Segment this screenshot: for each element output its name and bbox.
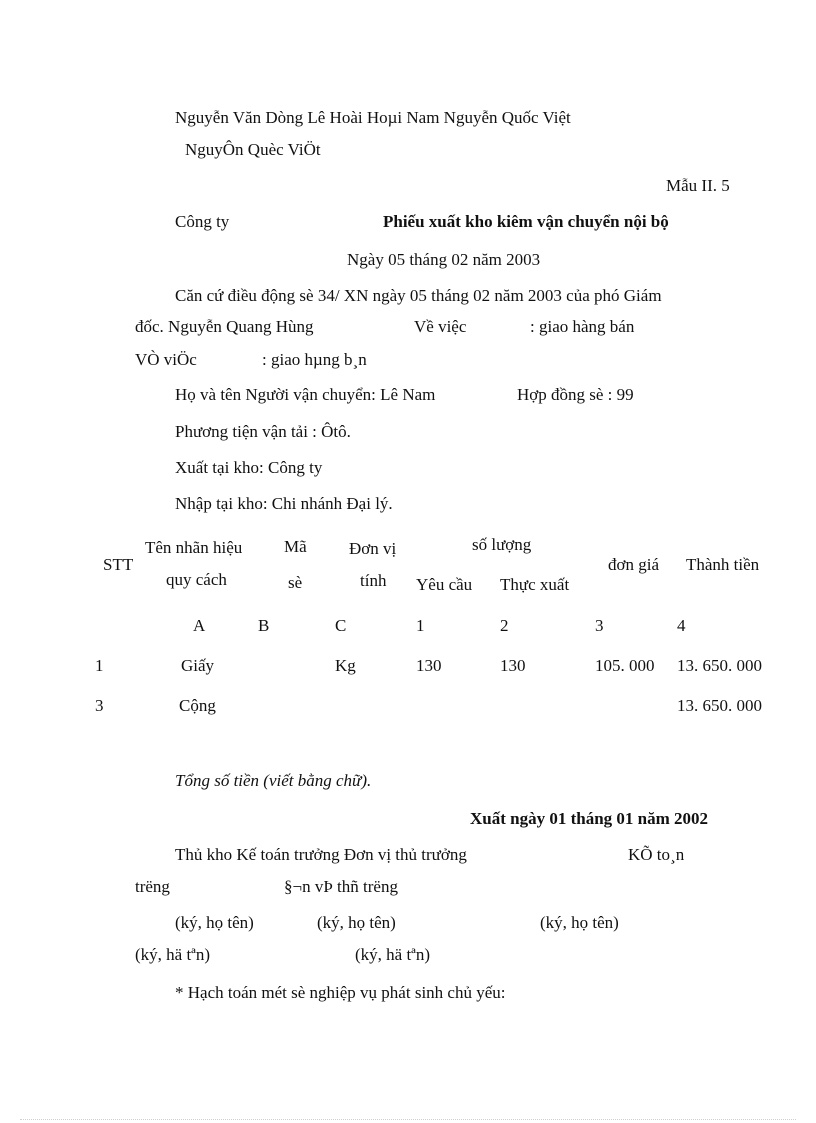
company-label: Công ty: [175, 212, 230, 231]
basis-line3-a: VÒ viÖc: [135, 350, 197, 369]
receive-warehouse: Nhập tại kho: Chi nhánh Đại lý.: [175, 494, 393, 513]
col-header-qty: số lượng: [472, 535, 532, 554]
table-cell-amount: 13. 650. 000: [677, 656, 762, 675]
col-header-qty-required: Yêu cầu: [416, 575, 473, 594]
page-bottom-divider: [20, 1119, 796, 1120]
carrier-name: Họ và tên Người vận chuyển: Lê Nam: [175, 385, 436, 404]
header-names-line1: Nguyễn Văn Dòng Lê Hoài Hoµi Nam Nguyễn Quốc Việt: [175, 108, 571, 127]
table-cell-name: Giấy: [181, 656, 215, 675]
col-code: 3: [595, 616, 604, 635]
col-code: 1: [416, 616, 425, 635]
vehicle: Phương tiện vận tải : Ôtô.: [175, 422, 351, 441]
basis-line2-b: Về việc: [414, 317, 467, 336]
col-header-price: đơn giá: [608, 555, 660, 574]
basis-line2-c: : giao hàng bán: [530, 317, 635, 336]
header-names-line2: NguyÔn Quèc ViÖt: [185, 140, 321, 159]
col-code: A: [193, 616, 206, 635]
signers-right: KÕ to¸n: [628, 845, 685, 864]
table-cell-amount: 13. 650. 000: [677, 696, 762, 715]
total-in-words: Tổng số tiền (viết bằng chữ).: [175, 771, 372, 790]
col-code: C: [335, 616, 347, 635]
table-cell-price: 105. 000: [595, 656, 655, 675]
sign-label: (ký, họ tên): [175, 913, 254, 932]
col-code: B: [258, 616, 270, 635]
col-header-stt: STT: [103, 555, 134, 574]
basis-line3-b: : giao hµng b¸n: [262, 350, 367, 369]
contract-number: Hợp đồng sè : 99: [517, 385, 634, 404]
signers-line: Thủ kho Kế toán trưởng Đơn vị thủ trưởng: [175, 845, 467, 864]
sign-label: (ký, họ tên): [317, 913, 396, 932]
basis-line2-a: đốc. Nguyễn Quang Hùng: [135, 317, 314, 336]
table-cell-stt: 1: [95, 656, 104, 675]
table-cell-unit: Kg: [335, 656, 356, 675]
col-header-amount: Thành tiền: [686, 555, 760, 574]
sign-label: (ký, họ tên): [540, 913, 619, 932]
issue-date: Xuất ngày 01 tháng 01 năm 2002: [470, 809, 709, 828]
signers-line2-a: trëng: [135, 877, 170, 896]
form-code: Mẫu II. 5: [666, 176, 730, 195]
table-cell-stt: 3: [95, 696, 104, 715]
sign-label: (ký, hä tªn): [355, 945, 431, 964]
table-cell-name: Cộng: [179, 696, 216, 715]
table-cell-qty-required: 130: [416, 656, 442, 675]
col-code: 2: [500, 616, 509, 635]
col-header-name-l1: Tên nhãn hiệu: [145, 538, 243, 557]
col-header-code-l2: sè: [288, 573, 303, 592]
basis-line1: Căn cứ điều động sè 34/ XN ngày 05 tháng 02 năm 2003 của phó Giám: [175, 286, 662, 305]
col-code: 4: [677, 616, 686, 635]
document-title: Phiếu xuất kho kiêm vận chuyển nội bộ: [383, 212, 669, 231]
issue-warehouse: Xuất tại kho: Công ty: [175, 458, 323, 477]
col-header-unit-l1: Đơn vị: [349, 539, 397, 558]
accounting-note: * Hạch toán mét sè nghiệp vụ phát sinh chủ yếu:: [175, 983, 506, 1002]
sign-label: (ký, hä tªn): [135, 945, 211, 964]
col-header-code-l1: Mã: [284, 537, 307, 556]
col-header-name-l2: quy cách: [166, 570, 227, 589]
table-cell-qty-actual: 130: [500, 656, 526, 675]
signers-line2-b: §¬n vÞ thñ trëng: [284, 877, 398, 896]
document-date: Ngày 05 tháng 02 năm 2003: [347, 250, 541, 269]
col-header-qty-actual: Thực xuất: [500, 575, 570, 594]
col-header-unit-l2: tính: [360, 571, 387, 590]
